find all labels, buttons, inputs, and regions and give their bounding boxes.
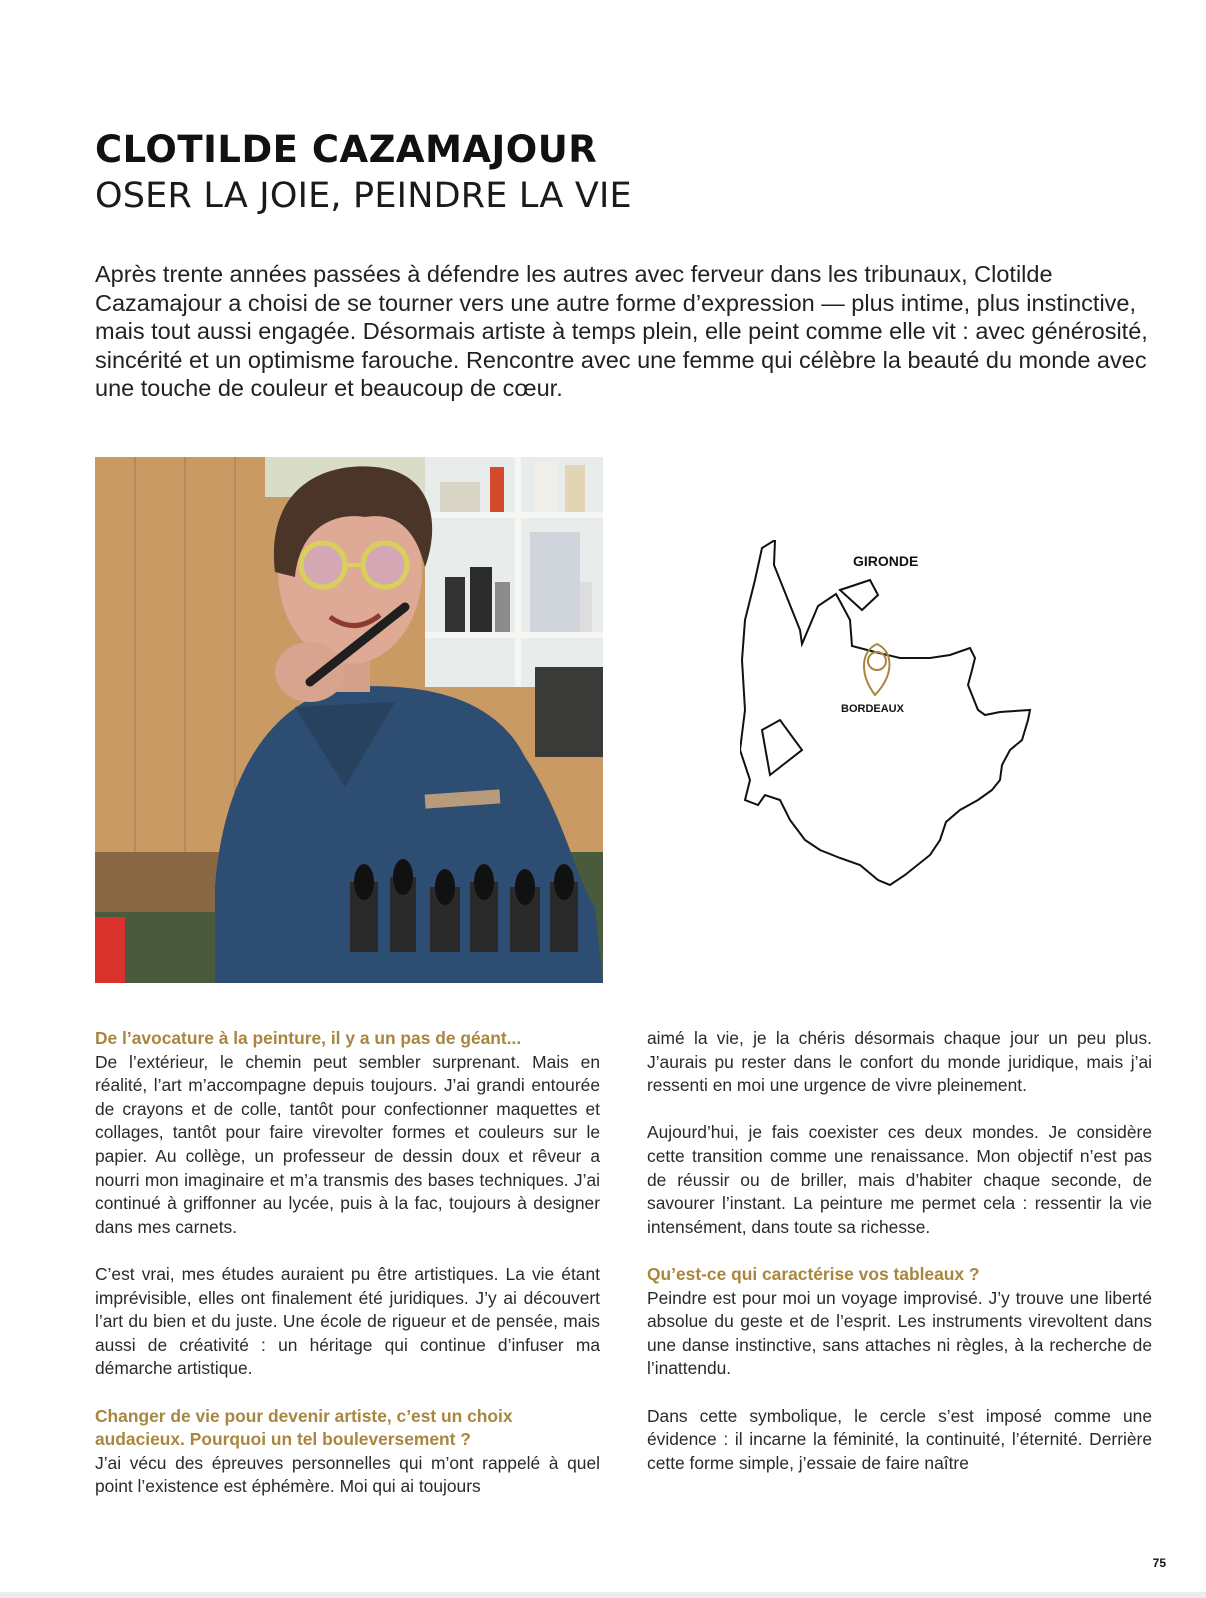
right-column bbox=[647, 1027, 1152, 1499]
answer-paragraph: Peindre est pour moi un voyage improvisé. J’y trouve une liberté absolue du geste et de l’esprit. Les instruments virevoltent dans une danse instinctive, sans attaches ni règles, à la recherche de l’inattendu. bbox=[647, 1287, 1152, 1379]
map-region-label: GIRONDE bbox=[853, 553, 919, 569]
article-title: CLOTILDE CAZAMAJOUR bbox=[95, 128, 598, 171]
article-subtitle: OSER LA JOIE, PEINDRE LA VIE bbox=[95, 176, 632, 216]
answer-paragraph: Dans cette symbolique, le cercle s’est imposé comme une évidence : il incarne la féminité, la continuité, l’éternité. Derrière cette forme simple, j’essaie de faire naître bbox=[647, 1405, 1152, 1473]
question-heading: De l’avocature à la peinture, il y a un pas de géant... bbox=[95, 1028, 522, 1048]
answer-paragraph: De l’extérieur, le chemin peut sembler surprenant. Mais en réalité, l’art m’accompagne depuis toujours. J’ai grandi entourée de crayons et de colle, tantôt pour confectionner maquettes et collages, tantôt pour faire virevolter formes et couleurs sur le papier. Au collège, un professeur de dessin doux et rêveur a nourri mon imaginaire et m’a transmis des bases techniques. J’ai continué à griffonner au lycée, puis à la fac, toujours à designer dans mes carnets. bbox=[95, 1051, 600, 1237]
question-heading: Changer de vie pour devenir artiste, c’est un choix audacieux. Pourquoi un tel bouleversement ? bbox=[95, 1405, 513, 1450]
map-city-label: BORDEAUX bbox=[841, 703, 904, 715]
answer-paragraph: C’est vrai, mes études auraient pu être artistiques. La vie étant imprévisible, elles ont finalement été juridiques. J’y ai découvert l’art du bien et du juste. Une école de rigueur et de pensée, mais aussi de créativité : un héritage qui continue d’infuser ma démarche artistique. bbox=[95, 1263, 600, 1379]
intro-paragraph: Après trente années passées à défendre les autres avec ferveur dans les tribunaux, Clotilde Cazamajour a choisi de se tourner vers une autre forme d’expression — plus intime, plus instinctive, mais tout aussi engagée. Désormais artiste à temps plein, elle peint comme elle vit : avec générosité, sincérité et un optimisme farouche. Rencontre avec une femme qui célèbre la beauté du monde avec une touche de couleur et beaucoup de cœur. bbox=[95, 261, 1148, 401]
question-heading: Qu’est-ce qui caractérise vos tableaux ? bbox=[647, 1263, 980, 1284]
answer-paragraph: Aujourd’hui, je fais coexister ces deux mondes. Je considère cette transition comme une renaissance. Mon objectif n’est pas de réussir ou de briller, mais d’habiter chaque seconde, de savourer l’instant. La peinture me permet cela : ressentir la vie intensément, dans toute sa richesse. bbox=[647, 1122, 1152, 1237]
answer-paragraph: J’ai vécu des épreuves personnelles qui m’ont rappelé à quel point l’existence est éphémère. Moi qui ai toujours bbox=[95, 1452, 600, 1497]
page-number: 75 bbox=[1152, 1556, 1166, 1570]
bottom-divider bbox=[0, 1592, 1206, 1598]
gironde-outline bbox=[740, 540, 1060, 900]
artist-portrait-photo bbox=[95, 457, 603, 983]
portrait-illustration bbox=[95, 457, 603, 983]
answer-paragraph: aimé la vie, je la chéris désormais chaque jour un peu plus. J’aurais pu rester dans le confort du monde juridique, mais j’ai ressenti en moi une urgence de vivre pleinement. bbox=[647, 1028, 1152, 1096]
left-column bbox=[95, 1027, 600, 1522]
gironde-map bbox=[740, 540, 1060, 900]
